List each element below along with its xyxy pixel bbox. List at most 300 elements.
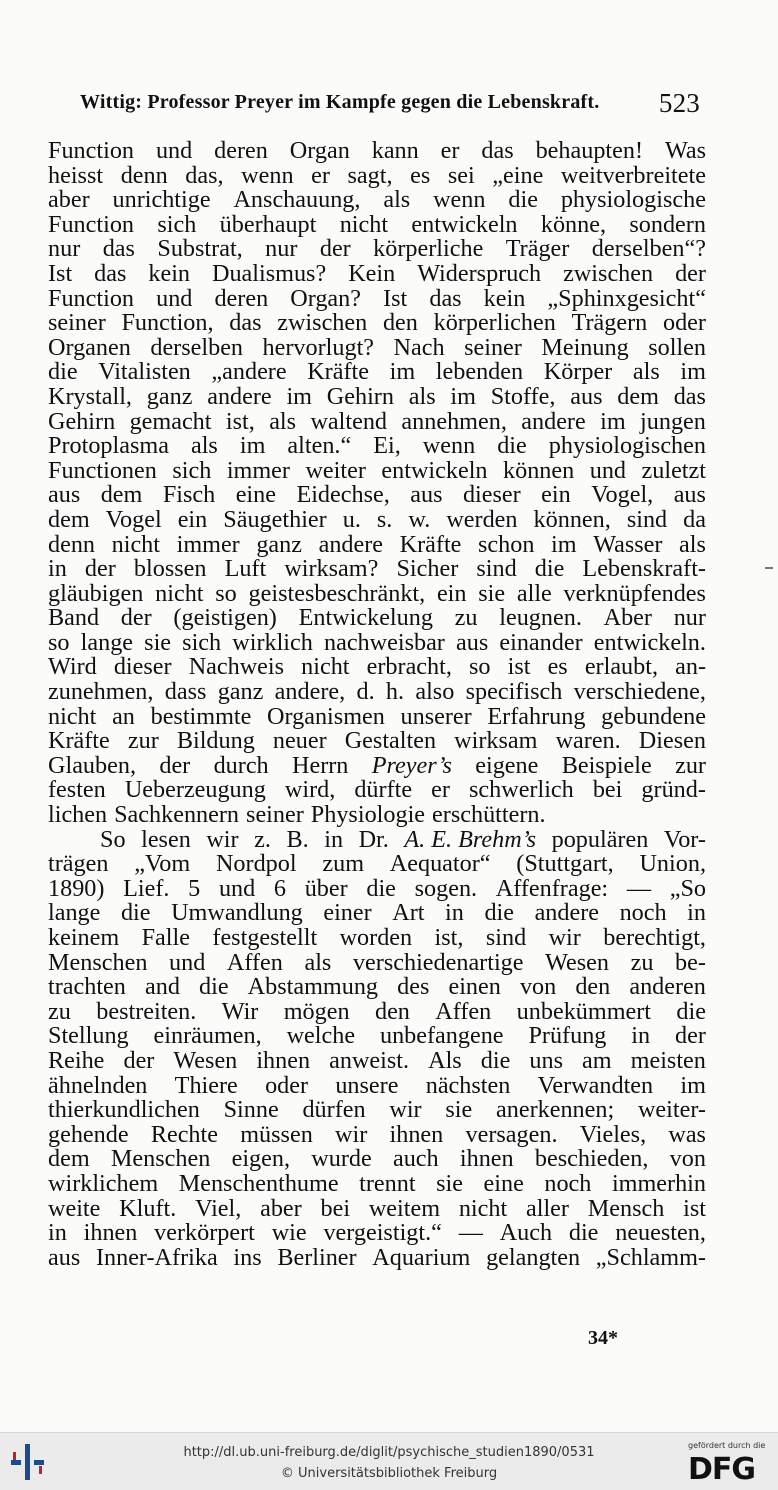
word: physiologische — [560, 186, 706, 214]
text-line — [48, 311, 706, 336]
word: Reihe — [48, 1046, 105, 1074]
word: lebenden — [435, 358, 524, 386]
word: Glauben, — [48, 751, 136, 779]
word: Function, — [121, 309, 214, 337]
text-line — [48, 628, 706, 656]
word: in — [48, 1219, 67, 1247]
word: die — [497, 432, 527, 460]
word: und — [155, 137, 193, 164]
word: wirksam — [454, 727, 538, 755]
word: die — [120, 899, 151, 927]
word: also — [415, 678, 455, 706]
word: ganz — [217, 678, 264, 706]
word: und — [156, 284, 193, 312]
word: annehmen, — [401, 407, 507, 435]
word: zwischen — [563, 259, 654, 287]
word: nicht — [339, 210, 389, 238]
text-line — [48, 803, 706, 828]
word: aus — [570, 382, 603, 410]
word: dürfte — [354, 776, 413, 804]
word: alten.“ — [287, 432, 352, 460]
word: Kräfte — [307, 358, 369, 386]
word: nicht — [458, 1194, 508, 1222]
word: lichen — [48, 801, 108, 829]
word: versagen. — [465, 1120, 558, 1148]
word: Kräfte — [399, 530, 462, 558]
word: ins — [233, 1243, 262, 1271]
word: unsere — [335, 1071, 399, 1099]
word: Menschenthume — [178, 1169, 339, 1197]
word: entwickeln — [411, 210, 518, 238]
word: Diesen — [638, 727, 706, 755]
text-line — [48, 1243, 706, 1271]
word: Ei, — [373, 432, 401, 460]
word: andere — [521, 407, 586, 435]
word: sollen — [648, 333, 706, 361]
word: dieser — [462, 481, 521, 509]
word: den — [374, 997, 410, 1025]
word: die — [568, 1219, 599, 1247]
text-line — [48, 483, 706, 508]
text-line — [48, 1169, 706, 1197]
text-line — [48, 825, 706, 853]
text-line — [48, 1046, 706, 1074]
word: entwickeln. — [593, 628, 706, 656]
word: — — [458, 1219, 483, 1247]
word: seiner — [48, 309, 106, 337]
word: dem — [617, 382, 659, 410]
word: nur — [673, 604, 706, 632]
word: Trägern — [571, 309, 648, 337]
word: sie — [445, 1096, 473, 1124]
word: das — [102, 235, 135, 263]
dfg-caption: gefördert durch die — [688, 1441, 766, 1450]
word: Menschen — [48, 948, 148, 976]
word: über — [304, 874, 348, 902]
word: können — [503, 456, 575, 484]
word: ein — [177, 505, 208, 533]
word: „So — [669, 874, 706, 902]
word: erschüttern. — [432, 801, 546, 829]
word: nicht — [155, 579, 204, 607]
word: zur — [675, 751, 706, 779]
word: wirklich — [232, 628, 313, 656]
word: „Schlamm- — [595, 1243, 706, 1271]
word: Nordpol — [215, 850, 297, 878]
word: müssen — [240, 1120, 313, 1148]
word: im — [680, 358, 706, 386]
word: entwickeln — [381, 456, 488, 484]
word: Entwickelung — [298, 604, 433, 632]
word: bei — [320, 1194, 351, 1222]
word: und — [218, 874, 256, 902]
word: bestimmte — [150, 702, 252, 730]
word: nicht — [111, 530, 160, 558]
word: zu — [630, 948, 654, 976]
word: als — [190, 432, 218, 460]
word: Wasser — [593, 530, 663, 558]
word: Ueberzeugung — [124, 776, 266, 804]
word: Sinne — [223, 1096, 279, 1124]
word: So — [100, 825, 126, 853]
word: Aequator“ — [389, 850, 491, 878]
word: Prüfung — [528, 1022, 607, 1050]
word: Function — [48, 137, 135, 164]
word: durch — [213, 751, 269, 779]
word: Organismen — [267, 702, 385, 730]
word: nur — [48, 235, 81, 263]
text-line — [48, 284, 706, 312]
word: gebundene — [601, 702, 706, 730]
word: neuer — [272, 727, 327, 755]
word: zur — [127, 727, 159, 755]
word: ein — [541, 481, 571, 509]
word: sind — [476, 555, 517, 583]
word: kein — [148, 259, 191, 287]
word: anweist. — [329, 1046, 410, 1074]
word: als — [269, 407, 297, 435]
word: sich — [157, 210, 197, 238]
word: gehende — [48, 1120, 129, 1148]
word: berechtigt, — [603, 924, 706, 951]
word: w. — [408, 505, 431, 533]
word: neuesten, — [615, 1219, 706, 1247]
word: er — [431, 776, 450, 804]
word: noch — [619, 899, 667, 927]
text-line — [48, 434, 706, 459]
word: Auch — [499, 1219, 553, 1247]
word: Fisch — [162, 481, 216, 509]
word: andere, — [274, 678, 346, 706]
word: im — [600, 407, 626, 435]
word: dürfen — [302, 1096, 366, 1124]
word: kein — [483, 284, 526, 312]
word: 5 — [188, 874, 201, 902]
word: in — [324, 825, 344, 853]
word: bei — [592, 776, 623, 804]
word: sind — [626, 505, 668, 533]
word: Affen — [435, 997, 492, 1025]
word: aber — [48, 186, 90, 214]
word: wir — [389, 1096, 422, 1124]
word: ganz — [256, 530, 302, 558]
word: sondern — [629, 210, 706, 238]
margin-mark — [765, 567, 773, 569]
word: ist, — [225, 407, 255, 435]
word: verschiedenartige — [352, 948, 524, 976]
word: Menschen — [110, 1145, 211, 1173]
word: seiner — [246, 801, 304, 829]
word: gelangten — [486, 1243, 581, 1271]
word: Sachkennern — [114, 801, 240, 829]
word: jungen — [640, 407, 706, 435]
word: Aquarium — [372, 1243, 471, 1271]
word: aber — [260, 1194, 302, 1222]
text-line — [48, 579, 706, 607]
word: Physiologie — [310, 801, 426, 829]
word: sagt, — [347, 161, 393, 189]
word: den — [382, 309, 418, 337]
word: dieser — [113, 653, 172, 681]
word: dem — [100, 481, 143, 509]
word: weiter — [305, 456, 366, 484]
text-line — [48, 210, 706, 238]
word: sich — [182, 628, 222, 656]
text-line — [48, 655, 706, 680]
word: d. — [356, 678, 375, 706]
text-line — [48, 1098, 706, 1123]
word: Als — [428, 1046, 462, 1074]
running-head — [80, 88, 700, 121]
word: erlaubt, — [584, 653, 659, 681]
word: deren — [214, 137, 268, 164]
word: Luft — [224, 555, 267, 583]
word: verschiedene, — [573, 678, 706, 706]
word: da — [683, 505, 706, 533]
text-line — [48, 1071, 706, 1099]
word: in — [631, 1022, 651, 1050]
word: als — [679, 530, 706, 558]
word: B. — [286, 825, 309, 853]
word: Union, — [639, 850, 706, 878]
word: das — [429, 284, 462, 312]
text-line — [48, 729, 706, 754]
word: „Sphinxgesicht“ — [547, 284, 706, 312]
word: nicht — [48, 702, 97, 730]
word: and — [144, 973, 180, 1001]
word: kann — [371, 137, 419, 164]
word: specifisch — [465, 678, 563, 706]
word: andere — [534, 899, 600, 927]
word: dem — [48, 1145, 90, 1173]
word: deren — [214, 284, 269, 312]
word: er — [440, 137, 460, 164]
text-line — [48, 237, 706, 262]
word: wurde — [311, 1145, 372, 1173]
text-line — [48, 456, 706, 484]
text-line — [48, 1221, 706, 1246]
word: so — [48, 628, 70, 656]
text-line — [48, 1024, 706, 1049]
text-line — [48, 407, 706, 435]
word: Abstammung — [247, 973, 379, 1001]
word: der — [120, 604, 152, 632]
word: wir — [206, 825, 239, 853]
word: erbracht, — [366, 653, 452, 681]
word: „eine — [492, 161, 544, 189]
word: gläubigen — [48, 579, 144, 607]
word: Affenfrage: — [495, 874, 609, 902]
word: eine — [235, 481, 276, 509]
word: Wir — [221, 997, 259, 1025]
word: weitem — [368, 1194, 441, 1222]
word: Krystall, — [48, 382, 132, 410]
word: könne, — [540, 210, 607, 238]
word: ein — [436, 579, 467, 607]
word: unserer — [400, 702, 472, 730]
word: waltend — [310, 407, 388, 435]
word: Kluft. — [119, 1194, 177, 1222]
word: als — [304, 948, 332, 976]
word: wir — [548, 924, 581, 951]
word: sie — [436, 1169, 463, 1197]
text-line — [48, 161, 706, 189]
word: das — [481, 137, 514, 164]
word: so — [469, 653, 491, 681]
word: Ist — [383, 284, 408, 312]
word: „andere — [211, 358, 287, 386]
word: zunehmen, — [48, 678, 154, 706]
word: Inner-Afrika — [95, 1243, 218, 1271]
word: einer — [323, 899, 372, 927]
footer-bar — [0, 1432, 778, 1490]
word: Functionen — [48, 456, 157, 484]
word: physiologischen — [548, 432, 706, 460]
word: ihnen — [256, 1046, 311, 1074]
word: mögen — [283, 997, 350, 1025]
word: Wird — [48, 653, 97, 681]
word: A. E. Brehm’s — [404, 825, 537, 853]
word: nachweisbar — [323, 628, 445, 656]
word: der — [319, 235, 351, 263]
word: heisst — [48, 161, 104, 189]
running-title: Wittig: Professor Preyer im Kampfe gegen die Lebenskraft. — [80, 91, 600, 113]
word: er — [311, 161, 330, 189]
text-line — [48, 557, 706, 582]
text-line — [48, 778, 706, 803]
source-url-link[interactable]: http://dl.ub.uni-freiburg.de/diglit/psychische_studien1890/0531 — [183, 1445, 595, 1460]
word: Lebenskraft- — [582, 555, 706, 583]
text-line — [48, 702, 706, 730]
word: körperliche — [373, 235, 484, 263]
word: der — [675, 259, 706, 287]
word: an- — [675, 653, 706, 681]
word: der — [123, 1046, 155, 1074]
word: Organ? — [290, 284, 361, 312]
word: aus — [456, 628, 489, 656]
word: und — [589, 456, 627, 484]
word: in — [687, 899, 706, 927]
text-line — [48, 751, 706, 779]
word: Nachweis — [188, 653, 285, 681]
word: ihnen — [389, 1120, 444, 1148]
word: Vieles, — [579, 1120, 647, 1148]
text-line — [48, 382, 706, 410]
word: „Vom — [134, 850, 191, 878]
text-line — [48, 505, 706, 533]
word: (Stuttgart, — [516, 850, 614, 878]
word: Kräfte — [48, 727, 110, 755]
word: zuletzt — [641, 456, 706, 484]
word: Erfahrung — [487, 702, 586, 730]
word: ihnen — [459, 1145, 514, 1173]
word: Lief. — [123, 874, 170, 902]
word: das — [229, 309, 262, 337]
word: Eidechse, — [296, 481, 390, 509]
word: zum — [322, 850, 365, 878]
word: anderen — [629, 973, 706, 1001]
word: Herrn — [292, 751, 349, 779]
word: Dr. — [358, 825, 389, 853]
word: in — [445, 899, 464, 927]
word: behaupten! — [535, 137, 644, 164]
word: dass — [164, 678, 207, 706]
word: trennt — [359, 1169, 416, 1197]
word: einander — [499, 628, 583, 656]
word: — — [626, 874, 652, 902]
word: immerhin — [611, 1169, 706, 1197]
word: und — [169, 948, 206, 976]
word: Aber — [603, 604, 652, 632]
word: alle — [516, 579, 552, 607]
word: überhaupt — [219, 210, 317, 238]
word: lange — [48, 899, 101, 927]
text-line — [48, 139, 706, 164]
word: beschieden, — [534, 1145, 649, 1173]
word: aus — [673, 481, 706, 509]
word: Preyer’s — [371, 751, 452, 779]
word: leugnen. — [499, 604, 582, 632]
word: welche — [286, 1022, 356, 1050]
word: Verwandten — [537, 1071, 654, 1099]
word: noch — [544, 1169, 592, 1197]
word: das — [94, 259, 127, 287]
word: hervorlugt? — [262, 333, 375, 361]
word: im — [450, 382, 476, 410]
word: im — [389, 358, 416, 386]
word: körperlichen — [433, 309, 556, 337]
word: aus — [48, 1243, 81, 1271]
word: die — [48, 358, 78, 386]
word: 1890) — [48, 874, 105, 902]
word: auch — [392, 1145, 439, 1173]
word: Umwandlung — [171, 899, 303, 927]
word: von — [669, 1145, 706, 1173]
word: Dualismus? — [212, 259, 327, 287]
word: Falle — [141, 924, 190, 951]
word: Widerspruch — [417, 259, 542, 287]
word: ihnen — [83, 1219, 138, 1247]
word: wirklichem — [48, 1169, 159, 1197]
word: Was — [664, 137, 706, 164]
word: einräumen, — [153, 1022, 262, 1050]
word: u. — [342, 505, 361, 533]
word: denn — [48, 530, 96, 558]
word: Affen — [226, 948, 283, 976]
word: festen — [48, 776, 106, 804]
word: die — [199, 973, 229, 1001]
word: den — [575, 973, 611, 1001]
word: die — [366, 874, 396, 902]
page-number: 523 — [658, 88, 700, 118]
word: sich — [172, 456, 212, 484]
word: immer — [226, 456, 290, 484]
word: Nach — [393, 333, 445, 361]
word: denn — [120, 161, 168, 189]
word: im — [551, 530, 577, 558]
word: lange — [80, 628, 134, 656]
word: einen — [448, 973, 501, 1001]
word: Vor- — [663, 825, 706, 853]
word: Anschauung, — [233, 186, 361, 214]
word: verkörpert — [154, 1219, 255, 1247]
word: können, — [533, 505, 611, 533]
word: keinem — [48, 924, 120, 951]
word: Meinung — [541, 333, 629, 361]
word: die — [534, 555, 565, 583]
word: sind — [485, 924, 527, 951]
text-line — [48, 926, 706, 951]
